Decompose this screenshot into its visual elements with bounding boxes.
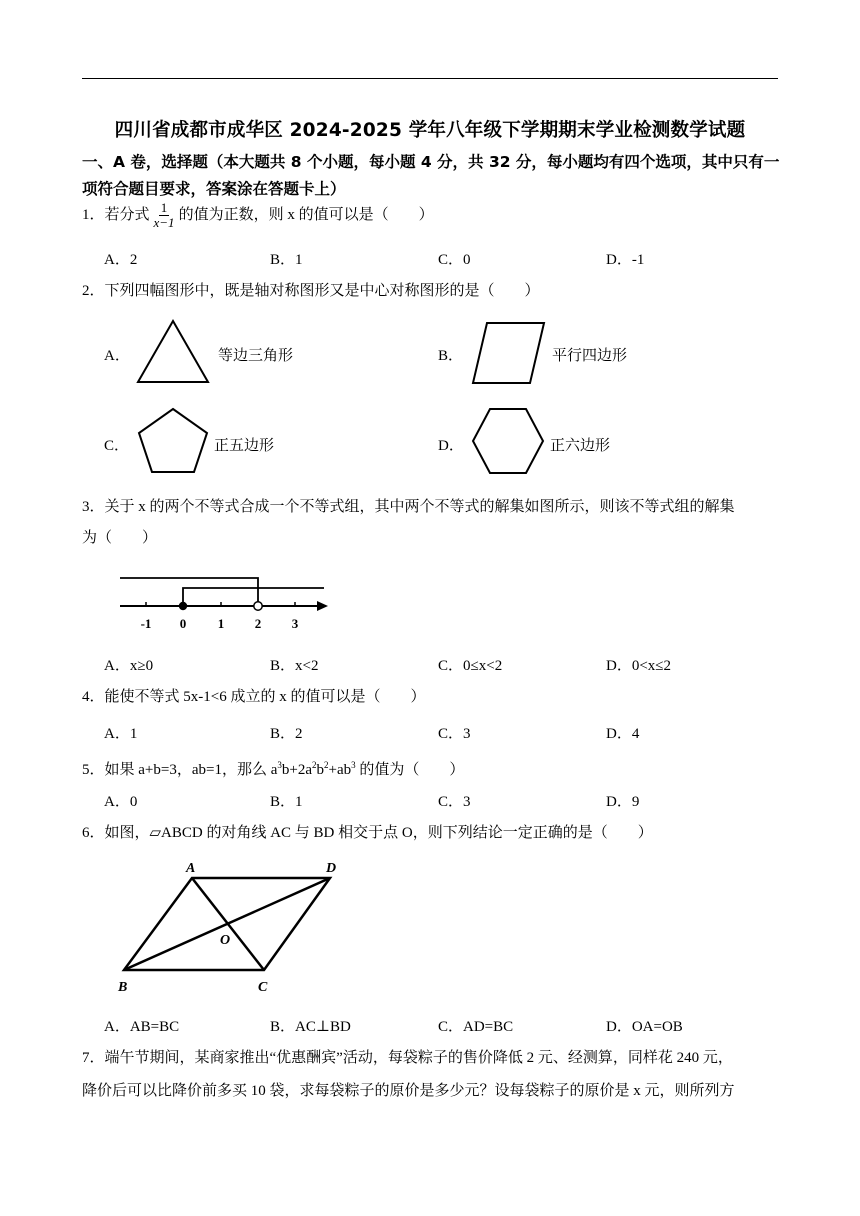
question-7-line-1: 7．端午节期间，某商家推出“优惠酬宾”活动，每袋粽子的售价降低 2 元、经测算，同样花 240 元， bbox=[82, 1050, 733, 1066]
question-5 bbox=[82, 750, 782, 785]
q4-option-c: C．3 bbox=[438, 726, 471, 742]
vertex-label-a: A bbox=[186, 861, 196, 876]
section-heading: 一、A 卷，选择题（本大题共 8 个小题，每小题 4 分，共 32 分，每小题均有四个选项，其中只有一项符合题目要求，答案涂在答题卡上） bbox=[82, 153, 780, 198]
q3-option-a: A．x≥0 bbox=[104, 658, 154, 674]
q1-option-a: A．2 bbox=[104, 252, 138, 268]
q1-option-b: B．1 bbox=[270, 252, 303, 268]
center-label-o: O bbox=[220, 933, 231, 948]
hexagon-icon bbox=[470, 406, 546, 476]
q2-option-b-letter: B． bbox=[438, 348, 464, 364]
number-line-figure bbox=[116, 568, 336, 634]
q1-option-c: C．0 bbox=[438, 252, 471, 268]
q3-option-d: D．0<x≤2 bbox=[606, 658, 672, 674]
tick-label: 0 bbox=[179, 616, 187, 631]
solution-set-x-geq-0 bbox=[183, 588, 324, 606]
question-1 bbox=[82, 200, 782, 230]
q6-option-c: C．AD=BC bbox=[438, 1019, 514, 1035]
q5-option-d: D．9 bbox=[606, 794, 640, 810]
q2-option-d-letter: D． bbox=[438, 438, 464, 454]
fraction-denominator: x−1 bbox=[153, 215, 175, 231]
question-2: 2．下列四幅图形中，既是轴对称图形又是中心对称图形的是（ ） bbox=[82, 283, 540, 299]
q4-option-a: A．1 bbox=[104, 726, 138, 742]
question-1-suffix: 的值为正数，则 x 的值可以是（ ） bbox=[178, 207, 434, 223]
question-3-line-1: 3．关于 x 的两个不等式合成一个不等式组，其中两个不等式的解集如图所示，则该不等式组的解集 bbox=[82, 499, 735, 515]
fraction-numerator: 1 bbox=[160, 200, 168, 216]
triangle-icon bbox=[134, 318, 214, 386]
page-title: 四川省成都市成华区 2024-2025 学年八年级下学期期末学业检测数学试题 bbox=[114, 120, 746, 141]
q2-option-a-letter: A． bbox=[104, 348, 130, 364]
solution-set-x-less-than-2 bbox=[120, 578, 258, 606]
exponent: 3 bbox=[351, 760, 356, 770]
q2-option-d-label: 正六边形 bbox=[550, 438, 611, 454]
q2-option-a-label: 等边三角形 bbox=[218, 348, 294, 364]
q2-option-b-label: 平行四边形 bbox=[552, 348, 628, 364]
q5-option-a: A．0 bbox=[104, 794, 138, 810]
tick-label: 3 bbox=[291, 616, 299, 631]
parallelogram-abcd-figure bbox=[110, 854, 350, 1000]
question-7-line-2: 降价后可以比降价前多买 10 袋，求每袋粽子的原价是多少元？设每袋粽子的原价是 x 元，则所列方 bbox=[82, 1083, 735, 1099]
q6-option-b: B．AC⊥BD bbox=[270, 1019, 351, 1035]
question-6: 6．如图，▱ABCD 的对角线 AC 与 BD 相交于点 O，则下列结论一定正确的是（ ） bbox=[82, 825, 653, 841]
diagonal-bd bbox=[124, 878, 330, 970]
q5-text: b bbox=[316, 762, 324, 778]
q4-option-b: B．2 bbox=[270, 726, 303, 742]
q2-option-c-letter: C． bbox=[104, 438, 130, 454]
q5-option-c: C．3 bbox=[438, 794, 471, 810]
tick-label: 1 bbox=[217, 616, 225, 631]
q4-option-d: D．4 bbox=[606, 726, 640, 742]
tick-label: 2 bbox=[254, 616, 262, 631]
q5-option-b: B．1 bbox=[270, 794, 303, 810]
q5-text: b+2a bbox=[281, 762, 312, 778]
q5-text: 5．如果 a+b=3，ab=1，那么 a bbox=[82, 762, 278, 778]
axis-arrow-icon bbox=[317, 601, 328, 611]
question-3-line-2: 为（ ） bbox=[82, 530, 158, 546]
question-1-prefix: 1．若分式 bbox=[82, 207, 150, 223]
parallelogram-icon bbox=[470, 320, 548, 386]
exponent: 2 bbox=[311, 760, 317, 770]
closed-point-icon bbox=[179, 602, 187, 610]
q6-option-d: D．OA=OB bbox=[606, 1019, 683, 1035]
q2-option-c-label: 正五边形 bbox=[214, 438, 275, 454]
fraction bbox=[152, 201, 177, 230]
vertex-label-d: D bbox=[326, 861, 337, 876]
q3-option-b: B．x<2 bbox=[270, 658, 319, 674]
q5-text: +ab bbox=[328, 762, 352, 778]
q5-text: 的值为（ ） bbox=[355, 762, 465, 778]
exponent: 3 bbox=[277, 760, 282, 770]
open-point-icon bbox=[254, 602, 262, 610]
vertex-label-b: B bbox=[118, 980, 128, 995]
header-rule bbox=[82, 78, 778, 79]
q1-option-d: D．-1 bbox=[606, 252, 645, 268]
q3-option-c: C．0≤x<2 bbox=[438, 658, 503, 674]
pentagon-icon bbox=[136, 406, 210, 476]
vertex-label-c: C bbox=[258, 980, 268, 995]
q6-option-a: A．AB=BC bbox=[104, 1019, 180, 1035]
tick-label: -1 bbox=[140, 616, 152, 631]
exponent: 2 bbox=[323, 760, 329, 770]
question-4: 4．能使不等式 5x-1<6 成立的 x 的值可以是（ ） bbox=[82, 689, 426, 705]
